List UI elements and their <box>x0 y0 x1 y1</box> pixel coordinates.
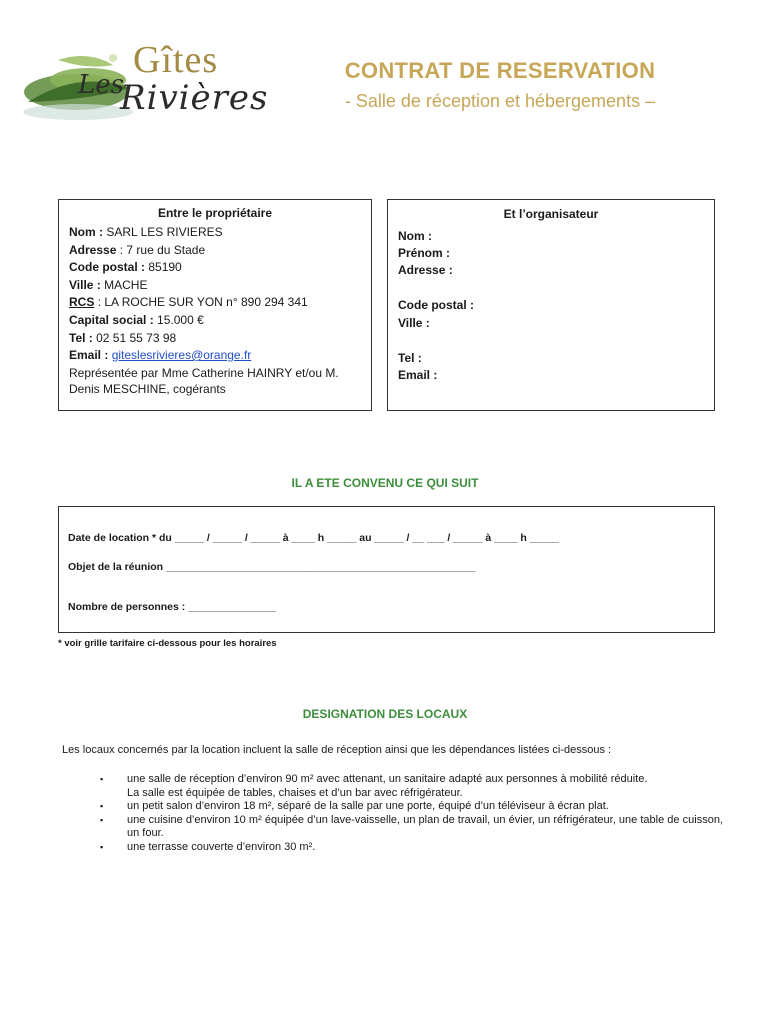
bullet-icon: ▪ <box>100 814 104 825</box>
list-item-text: une salle de réception d’environ 90 m² avec attenant, un sanitaire adapté aux personnes à mobilité réduite. <box>127 773 648 785</box>
owner-name-value: SARL LES RIVIERES <box>106 225 223 239</box>
pricing-footnote: * voir grille tarifaire ci-dessous pour les horaires <box>58 638 277 649</box>
owner-email-link[interactable]: giteslesrivieres@orange.fr <box>111 348 252 363</box>
owner-rcs-value: : LA ROCHE SUR YON n° 890 294 341 <box>97 295 308 310</box>
owner-name-label: Nom : <box>69 225 103 239</box>
organizer-address-label: Adresse : <box>398 263 453 277</box>
owner-represented-by: Représentée par Mme Catherine HAINRY et/ou M. Denis MESCHINE, cogérants <box>69 365 339 396</box>
owner-address-line <box>69 242 361 260</box>
convention-heading: IL A ETE CONVENU CE QUI SUIT <box>291 476 479 490</box>
owner-email-line <box>69 347 361 365</box>
owner-name-line <box>69 224 361 242</box>
bullet-icon: ▪ <box>100 774 104 784</box>
rental-date-line: Date de location * du _____ / _____ / _____ à ____ h _____ au _____ / __ ___ / _____ à ____ h _____ <box>68 532 559 544</box>
list-item-subtext: La salle est équipée de tables, chaises et d’un bar avec réfrigérateur. <box>127 786 463 799</box>
organizer-firstname-label: Prénom : <box>398 246 451 260</box>
bullet-icon: ▪ <box>100 841 104 852</box>
list-item <box>100 814 723 841</box>
logo-text-gites: Gîtes <box>133 39 219 81</box>
organizer-email-label: Email : <box>398 368 438 382</box>
owner-city-label: Ville : <box>69 277 101 292</box>
logo-text-les: Les <box>78 70 124 100</box>
owner-postcode-line <box>69 259 361 277</box>
owner-heading: Entre le propriétaire <box>157 206 273 220</box>
owner-capital-label: Capital social : <box>69 312 154 327</box>
booking-details-box <box>58 506 715 633</box>
organizer-city-label: Ville : <box>398 316 430 330</box>
bullet-icon: ▪ <box>100 801 104 812</box>
owner-address-label: Adresse <box>69 242 117 257</box>
owner-phone-label: Tel : <box>69 330 93 345</box>
organizer-name-label: Nom : <box>398 229 432 243</box>
document-title: CONTRAT DE RESERVATION <box>344 58 656 83</box>
organizer-heading: Et l’organisateur <box>503 207 599 221</box>
document-subtitle: - Salle de réception et hébergements – <box>344 91 656 111</box>
meeting-purpose-line: Objet de la réunion _____________________________________________________ <box>68 561 476 573</box>
owner-phone-value: 02 51 55 73 98 <box>96 330 177 345</box>
organizer-phone-label: Tel : <box>398 351 422 365</box>
owner-info-box <box>58 199 372 411</box>
owner-capital-line <box>69 312 361 330</box>
owner-postcode-label: Code postal : <box>69 260 146 275</box>
owner-capital-value: 15.000 € <box>157 312 204 327</box>
list-item <box>100 841 723 855</box>
premises-heading: DESIGNATION DES LOCAUX <box>302 707 468 721</box>
owner-postcode-value: 85190 <box>148 260 182 275</box>
premises-list <box>100 773 723 855</box>
organizer-info-box <box>387 199 715 411</box>
list-item-text: une terrasse couverte d’environ 30 m². <box>127 840 316 853</box>
owner-address-value: : 7 rue du Stade <box>119 242 206 257</box>
owner-email-label: Email : <box>69 348 109 363</box>
logo <box>18 30 280 128</box>
list-item <box>100 800 723 814</box>
list-item-text: une cuisine d’environ 10 m² équipée d’un lave-vaisselle, un plan de travail, un évier, un réfrigérateur, une table de cuisson, un four. <box>127 813 723 840</box>
owner-rcs-label: RCS <box>69 295 95 310</box>
list-item <box>100 773 723 800</box>
owner-rcs-line <box>69 294 361 312</box>
logo-text-rivieres: Rivières <box>120 78 269 118</box>
owner-phone-line <box>69 330 361 348</box>
premises-intro: Les locaux concernés par la location incluent la salle de réception ainsi que les dépendances listées ci-dessous : <box>62 744 612 756</box>
attendee-count-line: Nombre de personnes : _______________ <box>68 601 276 613</box>
owner-city-value: MACHE <box>104 277 148 292</box>
organizer-postcode-label: Code postal : <box>398 298 475 312</box>
owner-city-line <box>69 277 361 295</box>
list-item-text: un petit salon d’environ 18 m², séparé de la salle par une porte, équipé d’un téléviseur à écran plat. <box>127 800 609 813</box>
